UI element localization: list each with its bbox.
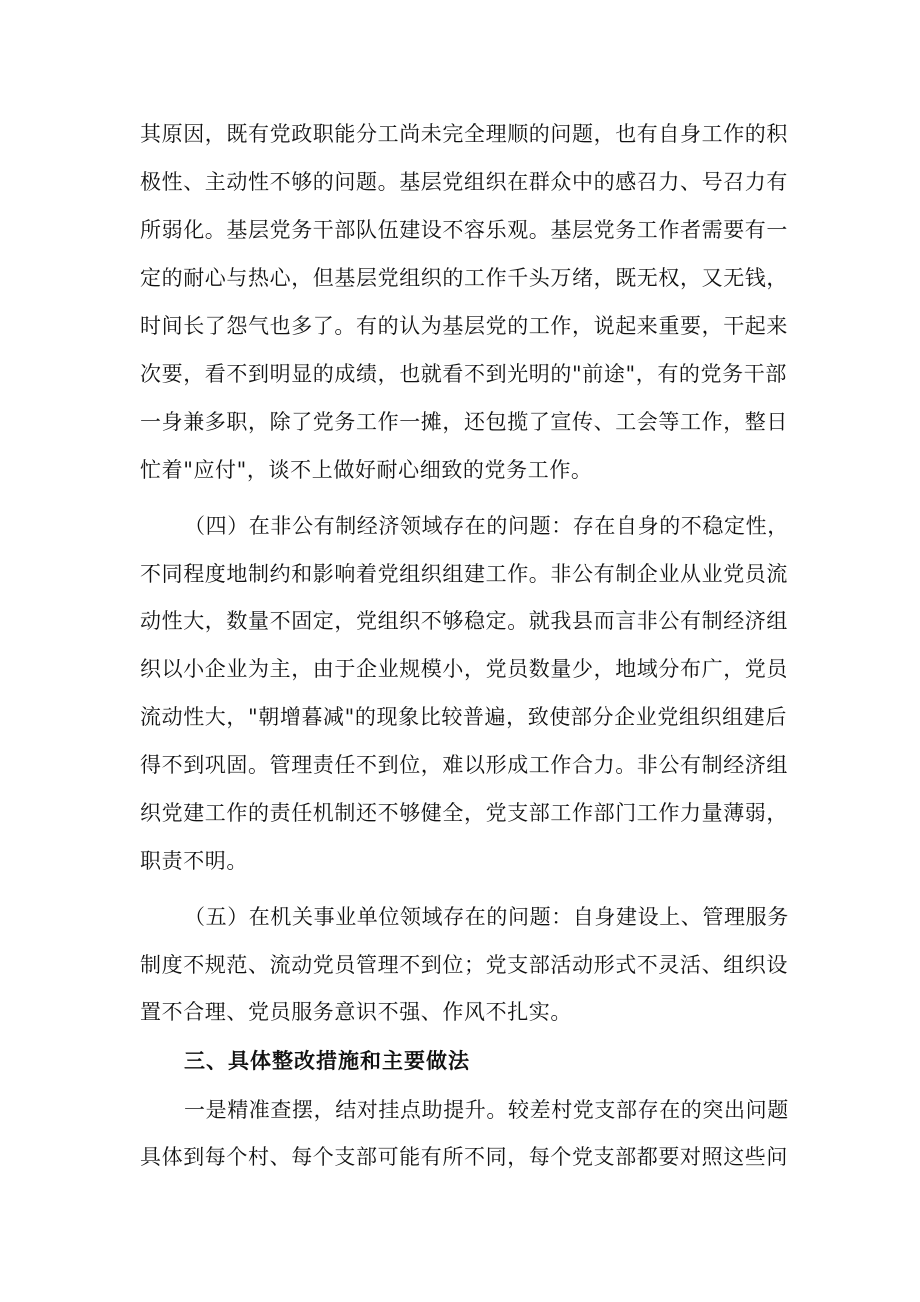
text-line: 时间长了怨气也多了。有的认为基层党的工作，说起来重要，干起来 [140,314,788,338]
section-heading: 三、具体整改措施和主要做法 [184,1048,470,1073]
text-line: （四）在非公有制经济领域存在的问题：存在自身的不稳定性， [184,514,789,538]
text-line: 置不合理、党员服务意识不强、作风不扎实。 [140,1000,572,1024]
text-line: 不同程度地制约和影响着党组织组建工作。非公有制企业从业党员流 [140,562,788,586]
text-line: 所弱化。基层党务干部队伍建设不容乐观。基层党务工作者需要有一 [140,218,788,242]
text-line: 定的耐心与热心，但基层党组织的工作千头万绪，既无权，又无钱， [140,266,788,290]
text-line: 织以小企业为主，由于企业规模小，党员数量少，地域分布广，党员 [140,657,788,681]
text-line: 动性大，数量不固定，党组织不够稳定。就我县而言非公有制经济组 [140,609,788,633]
text-line: 流动性大，"朝增暮减"的现象比较普遍，致使部分企业党组织组建后 [140,705,787,729]
text-line: 次要，看不到明显的成绩，也就看不到光明的"前途"，有的党务干部 [140,362,787,386]
text-line: 一是精准查摆，结对挂点助提升。较差村党支部存在的突出问题 [184,1098,789,1122]
text-line: 职责不明。 [140,849,248,873]
text-line: 一身兼多职，除了党务工作一摊，还包揽了宣传、工会等工作，整日 [140,410,788,434]
text-line: 具体到每个村、每个支部可能有所不同，每个党支部都要对照这些问 [140,1145,788,1169]
text-line: （五）在机关事业单位领域存在的问题：自身建设上、管理服务 [184,905,789,929]
text-line: 忙着"应付"，谈不上做好耐心细致的党务工作。 [140,458,593,482]
text-line: 极性、主动性不够的问题。基层党组织在群众中的感召力、号召力有 [140,170,788,194]
text-line: 其原因，既有党政职能分工尚未完全理顺的问题，也有自身工作的积 [140,122,788,146]
text-line: 得不到巩固。管理责任不到位，难以形成工作合力。非公有制经济组 [140,753,788,777]
text-line: 织党建工作的责任机制还不够健全，党支部工作部门工作力量薄弱， [140,801,788,825]
text-line: 制度不规范、流动党员管理不到位；党支部活动形式不灵活、组织设 [140,953,788,977]
